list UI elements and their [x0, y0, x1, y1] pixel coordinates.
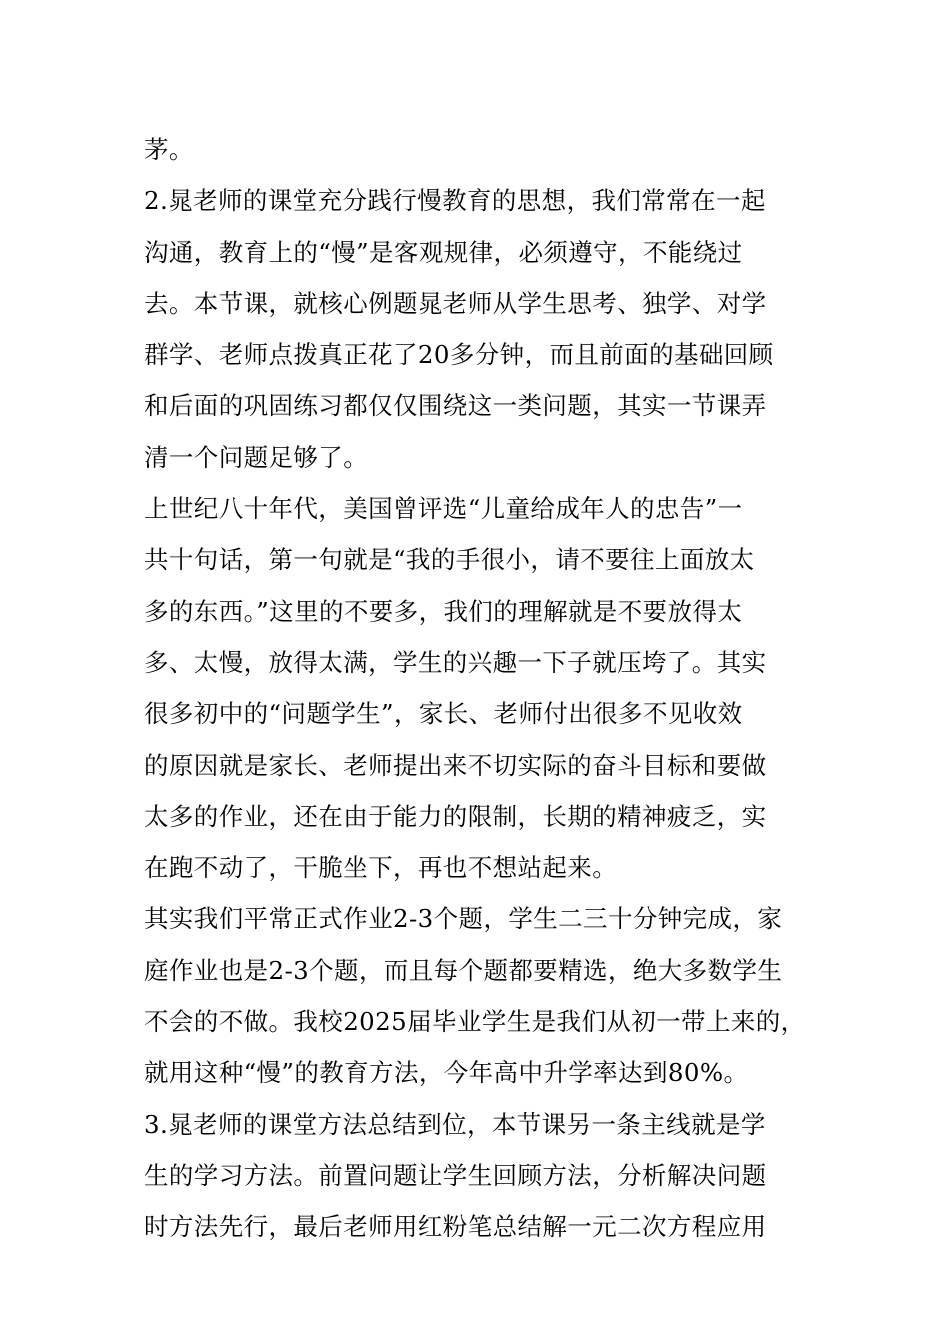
text-line: 在跑不动了，干脆坐下，再也不想站起来。 [144, 853, 618, 883]
text-line: 共十句话，第一句就是“我的手很小，请不要往上面放太 [144, 545, 755, 575]
text-line: 沟通，教育上的“慢”是客观规律，必须遵守，不能绕过 [144, 237, 743, 267]
text-line: 庭作业也是2-3个题，而且每个题都要精选，绝大多数学生 [144, 955, 783, 985]
text-line: 就用这种“慢”的教育方法，今年高中升学率达到80%。 [144, 1058, 749, 1088]
text-line: 时方法先行，最后老师用红粉笔总结解一元二次方程应用 [144, 1212, 767, 1242]
body-text [144, 124, 824, 1253]
text-line: 清一个问题足够了。 [144, 442, 369, 472]
text-line: 不会的不做。我校2025届毕业学生是我们从初一带上来的， [144, 1007, 806, 1037]
text-line: 去。本节课，就核心例题晁老师从学生思考、独学、对学 [144, 288, 767, 318]
text-line: 群学、老师点拨真正花了20多分钟，而且前面的基础回顾 [144, 340, 774, 370]
text-line: 2.晁老师的课堂充分践行慢教育的思想，我们常常在一起 [144, 186, 766, 216]
text-line: 上世纪八十年代，美国曾评选“儿童给成年人的忠告”一 [144, 494, 743, 524]
text-line: 茅。 [144, 135, 194, 164]
text-line: 3.晁老师的课堂方法总结到位，本节课另一条主线就是学 [144, 1109, 766, 1139]
text-line: 其实我们平常正式作业2-3个题，学生二三十分钟完成，家 [144, 904, 783, 934]
text-line: 的原因就是家长、老师提出来不切实际的奋斗目标和要做 [144, 750, 767, 780]
text-line: 太多的作业，还在由于能力的限制，长期的精神疲乏，实 [144, 801, 767, 831]
text-line: 很多初中的“问题学生”，家长、老师付出很多不见收效 [144, 699, 743, 729]
text-line: 和后面的巩固练习都仅仅围绕这一类问题，其实一节课弄 [144, 391, 767, 421]
text-line: 多的东西。”这里的不要多，我们的理解就是不要放得太 [144, 596, 743, 626]
text-line: 多、太慢，放得太满，学生的兴趣一下子就压垮了。其实 [144, 647, 767, 677]
text-line: 生的学习方法。前置问题让学生回顾方法，分析解决问题 [144, 1160, 767, 1190]
